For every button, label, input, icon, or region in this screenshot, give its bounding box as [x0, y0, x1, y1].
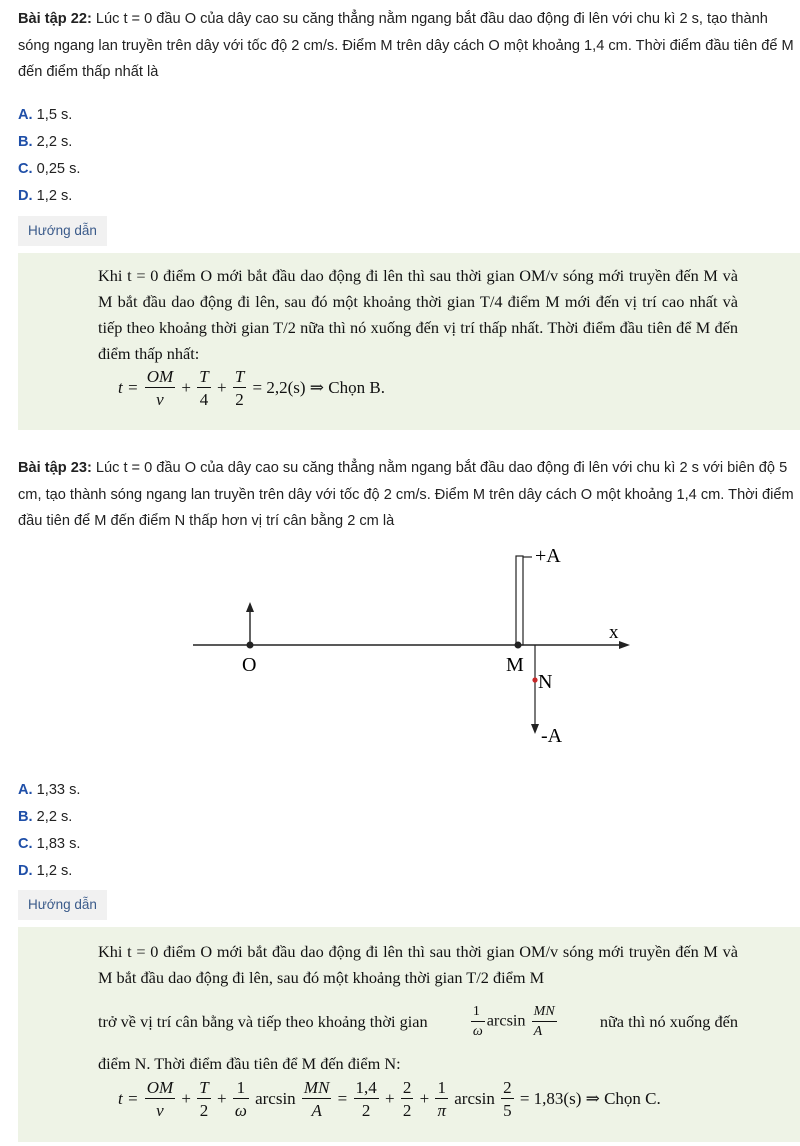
- label-o: O: [242, 654, 257, 676]
- option-letter: A.: [18, 782, 33, 798]
- q23-option-a[interactable]: [18, 780, 80, 800]
- fraction-2-5: $\frac{2}{5}$: [503, 1078, 512, 1120]
- q23-solution-text-1: Khi t = 0 điểm O mới bắt đầu dao động đi lên thì sau thời gian OM/v sóng mới truyền đến M và M bắt đầu dao động đi lên, sau đó một khoảng thời gian T/2 điểm M: [98, 942, 738, 987]
- option-text: 1,33 s.: [32, 782, 81, 798]
- option-text: 1,2 s.: [32, 188, 73, 204]
- fraction-om-v: $\frac{OM}{v}$: [146, 367, 174, 409]
- plus-sign: +: [181, 1089, 191, 1108]
- formula-lhs: t =: [118, 378, 139, 397]
- question-22-text: Lúc t = 0 đầu O của dây cao su căng thẳng nằm ngang bắt đầu dao động đi lên với chu kì 2 s, tạo thành sóng ngang lan truyền trên dây với tốc độ 2 cm/s. Điểm M trên dây cách O một khoảng 1,4 cm. Thời điểm đầu tiên để M đến điểm thấp nhất là: [18, 11, 794, 80]
- option-text: 1,5 s.: [32, 107, 73, 123]
- q23-hint-button[interactable]: Hướng dẫn: [18, 890, 107, 920]
- plus-sign: +: [419, 1089, 430, 1108]
- label-x: x: [609, 622, 619, 643]
- formula-result: = 2,2(s) ⇒ Chọn B.: [252, 378, 385, 397]
- option-text: 2,2 s.: [32, 809, 73, 825]
- equals-sign: =: [337, 1089, 348, 1108]
- fraction-1-4-2: $\frac{1,4}{2}$: [355, 1078, 377, 1120]
- option-text: 1,83 s.: [32, 836, 81, 852]
- q22-solution-text: Khi t = 0 điểm O mới bắt đầu dao động đi lên thì sau thời gian OM/v sóng mới truyền đến M và M bắt đầu dao động đi lên, sau đó một khoảng thời gian T/4 điểm M mới đến vị trí cao nhất và tiếp theo khoảng thời gian T/2 nữa thì nó xuống đến vị trí thấp nhất. Thời điểm đầu tiên để M đến điểm thấp nhất:: [98, 266, 738, 363]
- amplitude-bracket: [516, 556, 523, 645]
- option-text: 0,25 s.: [32, 161, 81, 177]
- arcsin-1: arcsin: [255, 1089, 296, 1108]
- q23-formula: [118, 1079, 661, 1119]
- fraction-t-2: $\frac{T}{2}$: [199, 1078, 209, 1120]
- fraction-1-omega: $\frac{1}{\omega}$: [234, 1078, 247, 1120]
- q22-hint-button[interactable]: Hướng dẫn: [18, 216, 107, 246]
- interval-expression: $\frac{1}{\omega}$ arcsin $\frac{MN}{A}$: [472, 1004, 555, 1039]
- question-22-label: Bài tập 22:: [18, 11, 92, 27]
- option-letter: B.: [18, 809, 33, 825]
- question-23-text: Lúc t = 0 đầu O của dây cao su căng thẳng nằm ngang bắt đầu dao động đi lên với chu kì 2 s với biên độ 5 cm, tạo thành sóng ngang lan truyền trên dây với tốc độ 2 cm/s. Điểm M trên dây cách O một khoảng 1,4 cm. Thời điểm đầu tiên để M đến điểm N thấp hơn vị trí cân bằng 2 cm là: [18, 460, 794, 529]
- question-23-label: Bài tập 23:: [18, 460, 92, 476]
- formula-result: = 1,83(s) ⇒ Chọn C.: [519, 1089, 661, 1108]
- plus-sign: +: [385, 1089, 395, 1108]
- text2-b: nữa thì nó xuống đến: [599, 1012, 738, 1031]
- text2-a: trở về vị trí cân bằng và tiếp theo khoảng thời gian: [98, 1012, 428, 1031]
- point-n: [532, 677, 537, 682]
- q23-solution-text-3: điểm N. Thời điểm đầu tiên để M đến điểm N:: [98, 1054, 401, 1073]
- label-minus-a: -A: [541, 725, 563, 747]
- plus-sign: +: [216, 378, 227, 397]
- point-m: [515, 642, 522, 649]
- fraction-mn-a: $\frac{MN}{A}$: [303, 1078, 330, 1120]
- option-text: 1,2 s.: [32, 863, 73, 879]
- fraction-2-2: $\frac{2}{2}$: [402, 1078, 412, 1120]
- point-o: [247, 642, 254, 649]
- o-velocity-arrow: [246, 602, 254, 612]
- option-letter: A.: [18, 107, 33, 123]
- q23-solution-text-2: [98, 997, 738, 1047]
- plus-sign: +: [216, 1089, 227, 1108]
- option-text: 2,2 s.: [32, 134, 73, 150]
- label-plus-a: +A: [535, 545, 561, 567]
- option-letter: D.: [18, 863, 33, 879]
- fraction-t-4: $\frac{T}{4}$: [199, 367, 209, 409]
- label-m: M: [506, 654, 524, 676]
- q23-option-b[interactable]: [18, 807, 72, 827]
- label-n: N: [538, 671, 553, 693]
- option-letter: C.: [18, 161, 33, 177]
- q23-option-d[interactable]: [18, 861, 72, 881]
- fraction-t-2: $\frac{T}{2}$: [234, 367, 245, 409]
- option-letter: C.: [18, 836, 33, 852]
- x-axis-arrow: [619, 641, 630, 649]
- option-letter: D.: [18, 188, 33, 204]
- q23-option-c[interactable]: [18, 834, 80, 854]
- fraction-1-pi: $\frac{1}{\pi}$: [437, 1078, 446, 1120]
- fraction-om-v: $\frac{OM}{v}$: [146, 1078, 174, 1120]
- arcsin-2: arcsin: [454, 1089, 495, 1108]
- formula-lhs: t =: [118, 1089, 139, 1108]
- option-letter: B.: [18, 134, 33, 150]
- q23-solution: [18, 927, 800, 1142]
- amplitude-down-arrow: [531, 724, 539, 734]
- plus-sign: +: [181, 378, 191, 397]
